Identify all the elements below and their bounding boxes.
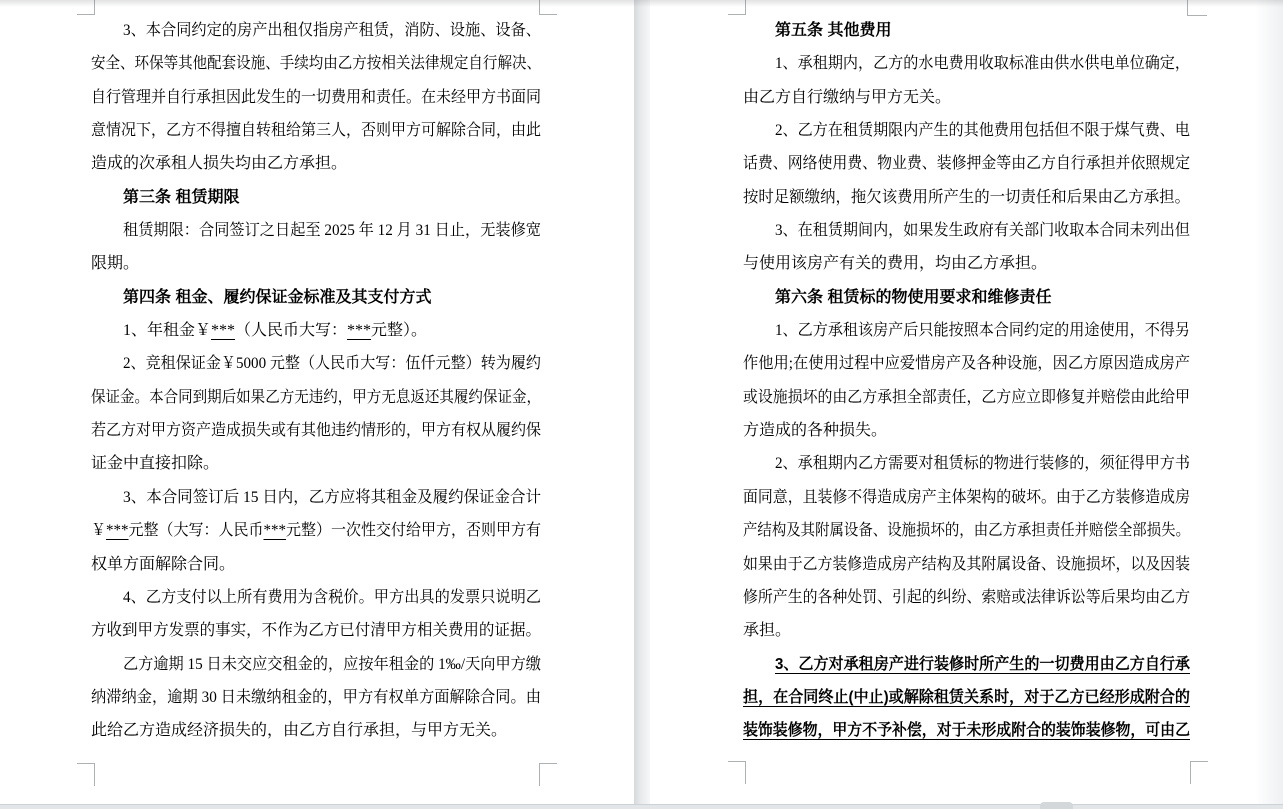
text-line-content: 此给乙方造成经济损失的，由乙方自行承担，与甲方无关。	[91, 722, 508, 740]
text-line	[743, 147, 1190, 180]
crop-mark-p2-bottom-left	[728, 761, 746, 784]
text-line	[743, 548, 1190, 581]
text-line	[91, 614, 541, 647]
text-line-content: 权单方面解除合同。	[91, 555, 236, 573]
underlined-blank: ***	[347, 322, 372, 340]
text-line-content: 意情况下，乙方不得擅自转租给第三人，否则甲方可解除合同，由此	[91, 122, 541, 140]
text-line-content: ￥***元整（大写：人民币***元整）一次性交付给甲方，否则甲方有	[91, 522, 541, 540]
text-line	[743, 314, 1190, 347]
text-line	[91, 47, 541, 80]
text-line	[91, 514, 541, 547]
text-line-content: 与使用该房产有关的费用，均由乙方承担。	[743, 255, 1048, 273]
text-line-content: 乙方逾期 15 日未交应交租金的，应按年租金的 1‰/天向甲方缴	[123, 655, 541, 673]
text-line-content: 造成的次承租人损失均由乙方承担。	[91, 155, 348, 173]
text-line	[91, 347, 541, 380]
text-line-content: 1、年租金￥***（人民币大写：***元整）。	[123, 322, 428, 340]
underlined-blank: ***	[263, 522, 287, 540]
text-line	[743, 714, 1190, 747]
text-line-content: 面同意，且装修不得造成房产主体架构的破坏。由于乙方装修造成房	[743, 488, 1190, 506]
text-line	[91, 447, 541, 480]
text-line-content: 3、本合同约定的房产出租仅指房产租赁，消防、设施、设备、	[123, 22, 541, 39]
text-line-content: 方造成的各种损失。	[743, 422, 888, 440]
text-line-content: 承担。	[743, 622, 792, 640]
text-line-content: 保证金。本合同到期后如果乙方无违约，甲方无息返还其履约保证金，	[91, 388, 541, 406]
text-line	[91, 581, 541, 614]
text-line-content: 限期。	[91, 255, 140, 273]
text-line	[743, 648, 1190, 681]
text-line-content: 第五条 其他费用	[775, 22, 892, 39]
text-line	[743, 481, 1190, 514]
text-line-content: 自行管理并自行承担因此发生的一切费用和责任。在未经甲方书面同	[91, 88, 541, 106]
text-line-content: 第三条 租赁期限	[123, 188, 240, 206]
page-1	[0, 0, 634, 804]
text-line	[91, 114, 541, 147]
text-line	[91, 481, 541, 514]
text-line-content: 纳滞纳金，逾期 30 日未缴纳租金的，甲方有权单方面解除合同。由	[91, 688, 541, 706]
text-line	[91, 414, 541, 447]
crop-mark-p1-top-left	[77, 0, 95, 15]
text-line-content: 3、在租赁期间内，如果发生政府有关部门收取本合同未列出但	[775, 222, 1190, 240]
text-line-content: 话费、网络使用费、物业费、装修押金等由乙方自行承担并依照规定	[743, 155, 1190, 173]
text-line-content: 2、承租期内乙方需要对租赁标的物进行装修的，须征得甲方书	[775, 455, 1190, 473]
scrollbar-thumb[interactable]	[1040, 802, 1073, 809]
text-line-content: 按时足额缴纳，拖欠该费用所产生的一切责任和后果由乙方承担。	[743, 188, 1190, 206]
text-line-content: 装饰装修物，甲方不予补偿，对于未形成附合的装饰装修物，可由乙	[743, 722, 1190, 740]
text-line	[743, 181, 1190, 214]
text-line	[91, 147, 541, 180]
underlined-blank: ***	[106, 522, 129, 540]
page-2	[650, 0, 1283, 804]
text-line	[91, 247, 541, 280]
text-line	[743, 114, 1190, 147]
text-line	[743, 581, 1190, 614]
text-line-content: 由乙方自行缴纳与甲方无关。	[743, 88, 952, 106]
crop-mark-p2-bottom-right	[1190, 761, 1208, 784]
text-line	[743, 414, 1190, 447]
text-line	[743, 681, 1190, 714]
text-line	[743, 47, 1190, 80]
text-line-content: 产结构及其附属设备、设施损坏的，由乙方承担责任并赔偿全部损失。	[743, 522, 1190, 540]
text-line-content: 第六条 租赁标的物使用要求和维修责任	[775, 288, 1052, 306]
page-1-text	[91, 14, 541, 748]
text-line-content: 担，在合同终止(中止)或解除租赁关系时，对于乙方已经形成附合的	[743, 688, 1190, 706]
text-line	[91, 181, 541, 214]
text-line	[91, 681, 541, 714]
text-line-content: 租赁期限：合同签订之日起至 2025 年 12 月 31 日止，无装修宽	[123, 222, 541, 240]
text-line-content: 3、本合同签订后 15 日内，乙方应将其租金及履约保证金合计	[123, 488, 541, 506]
crop-mark-p2-top-right	[1187, 0, 1207, 16]
text-line	[743, 347, 1190, 380]
crop-mark-p2-top-left	[728, 0, 746, 15]
text-line	[91, 14, 541, 47]
text-line	[743, 514, 1190, 547]
bottom-gap-strip	[0, 804, 1283, 809]
text-line	[91, 714, 541, 747]
text-line	[743, 214, 1190, 247]
text-line-content: 1、承租期内，乙方的水电费用收取标准由供水供电单位确定，	[775, 55, 1190, 73]
page-2-text	[743, 14, 1190, 748]
text-line-content: 第四条 租金、履约保证金标准及其支付方式	[123, 288, 432, 306]
text-line	[91, 81, 541, 114]
crop-mark-p1-bottom-left	[77, 763, 95, 786]
text-line-content: 2、竞租保证金￥5000 元整（人民币大写：伍仟元整）转为履约	[123, 355, 541, 373]
text-line	[743, 81, 1190, 114]
text-line	[91, 648, 541, 681]
text-line	[91, 381, 541, 414]
crop-mark-p1-bottom-right	[539, 763, 557, 786]
text-line	[91, 548, 541, 581]
text-line-content: 或设施损坏的由乙方承担全部责任，乙方应立即修复并赔偿由此给甲	[743, 388, 1190, 406]
text-line-content: 1、乙方承租该房产后只能按照本合同约定的用途使用，不得另	[775, 322, 1190, 340]
text-line-content: 作他用;在使用过程中应爱惜房产及各种设施，因乙方原因造成房产	[743, 355, 1190, 373]
text-line-content: 安全、环保等其他配套设施、手续均由乙方按相关法律规定自行解决、	[91, 55, 541, 73]
text-line-content: 2、乙方在租赁期限内产生的其他费用包括但不限于煤气费、电	[775, 122, 1190, 140]
text-line-content: 如果由于乙方装修造成房产结构及其附属设备、设施损坏，以及因装	[743, 555, 1190, 573]
text-line	[743, 614, 1190, 647]
text-line	[91, 281, 541, 314]
text-line-content: 修所产生的各种处罚、引起的纠纷、索赔或法律诉讼等后果均由乙方	[743, 588, 1190, 606]
underlined-blank: ***	[211, 322, 236, 340]
page-gap	[634, 0, 650, 804]
text-line	[743, 247, 1190, 280]
text-line-content: 证金中直接扣除。	[91, 455, 220, 473]
text-line	[743, 447, 1190, 480]
text-line-content: 3、乙方对承租房产进行装修时所产生的一切费用由乙方自行承	[775, 655, 1190, 673]
text-line	[743, 281, 1190, 314]
text-line	[743, 14, 1190, 47]
text-line-content: 方收到甲方发票的事实，不作为乙方已付清甲方相关费用的证据。	[91, 622, 541, 640]
text-line	[91, 314, 541, 347]
text-line-content: 若乙方对甲方资产造成损失或有其他违约情形的，甲方有权从履约保	[91, 422, 541, 440]
text-line-content: 4、乙方支付以上所有费用为含税价。甲方出具的发票只说明乙	[123, 588, 541, 606]
crop-mark-p1-top-right	[539, 0, 557, 15]
text-line	[91, 214, 541, 247]
text-line	[743, 381, 1190, 414]
